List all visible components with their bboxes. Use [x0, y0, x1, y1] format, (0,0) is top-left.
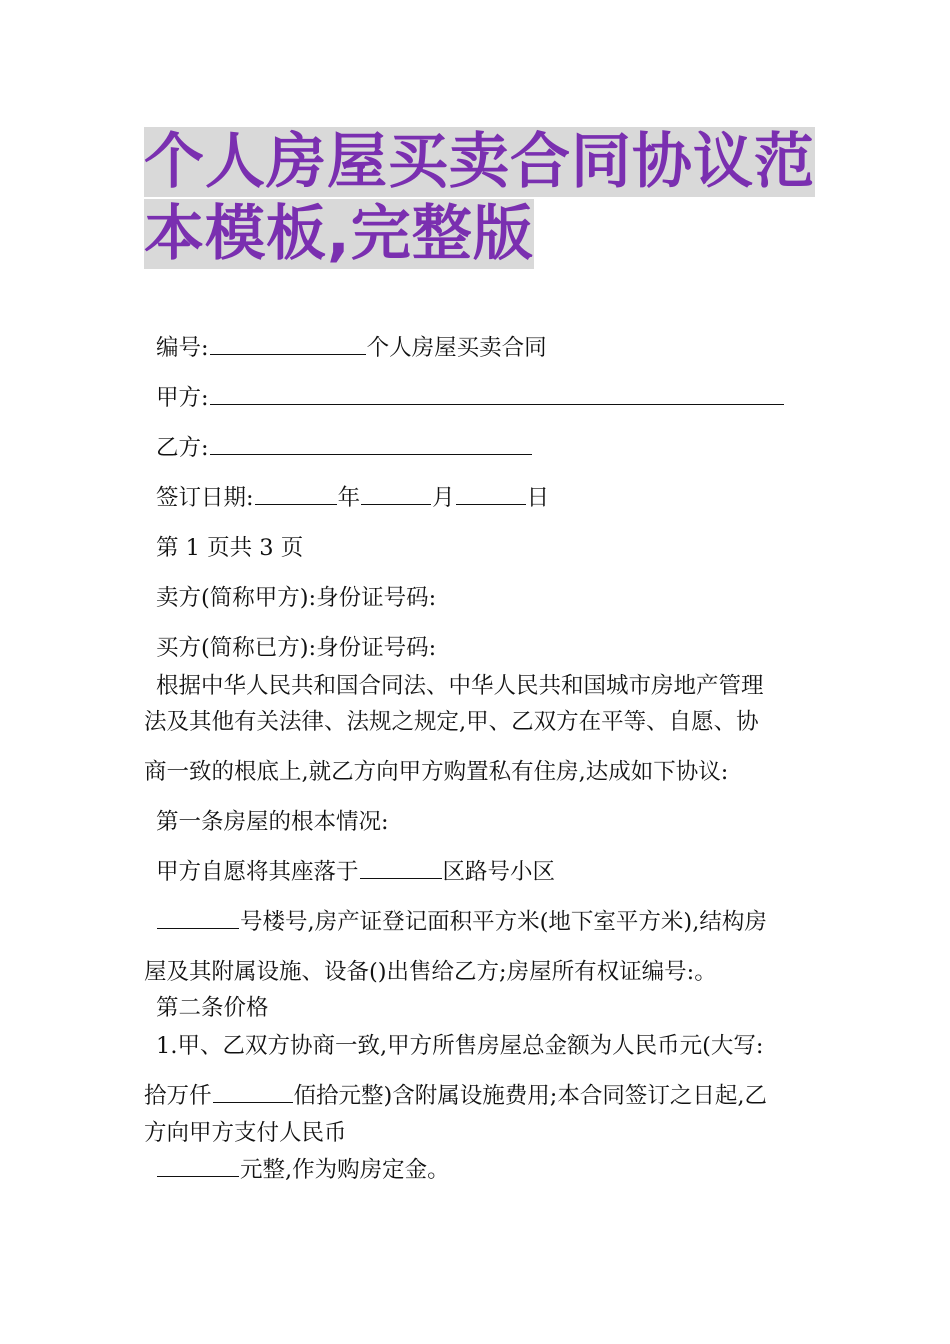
article-1-building-text: 号楼号,房产证登记面积平方米(地下室平方米),结构房 — [240, 909, 767, 935]
seller-line: 卖方(简称甲方):身份证号码: — [156, 585, 437, 611]
article-2-deposit-text: 元整,作为购房定金。 — [240, 1157, 450, 1183]
paragraph-1-line-3: 商一致的根底上,就乙方向甲方购置私有住房,达成如下协议: — [144, 759, 729, 785]
article-1-line-1 — [156, 857, 555, 887]
party-b-blank — [210, 434, 532, 455]
day-blank — [456, 484, 526, 505]
page-info: 第 1 页共 3 页 — [156, 535, 304, 561]
day-label: 日 — [526, 485, 550, 511]
paragraph-1-line-2: 法及其他有关法律、法规之规定,甲、乙双方在平等、自愿、协 — [144, 709, 759, 735]
article-2-line-2 — [144, 1081, 767, 1111]
amount-blank — [213, 1082, 293, 1103]
article-1-title: 第一条房屋的根本情况: — [156, 809, 389, 835]
year-blank — [255, 484, 337, 505]
party-a-line — [156, 383, 785, 413]
number-suffix: 个人房屋买卖合同 — [366, 335, 547, 361]
sign-date-label: 签订日期: — [156, 485, 254, 511]
article-2-amount-rest: 佰拾元整)含附属设施费用;本合同签订之日起,乙 — [293, 1083, 768, 1109]
month-label: 月 — [432, 485, 455, 511]
party-b-label: 乙方: — [156, 435, 209, 461]
article-1-line-2 — [156, 907, 767, 937]
article-1-line-3: 屋及其附属设施、设备()出售给乙方;房屋所有权证编号:。 — [144, 959, 717, 985]
article-2-line-1: 1.甲、乙双方协商一致,甲方所售房屋总金额为人民币元(大写: — [156, 1033, 764, 1059]
location-blank — [360, 858, 442, 879]
article-1-district-text: 区路号小区 — [442, 859, 556, 885]
building-blank — [157, 908, 239, 929]
article-1-location-text: 甲方自愿将其座落于 — [156, 859, 359, 885]
party-a-blank — [210, 384, 784, 405]
contract-number-line — [156, 333, 547, 363]
number-label: 编号: — [156, 335, 209, 361]
sign-date-line — [156, 483, 549, 513]
article-2-amount-text: 拾万仟 — [144, 1083, 212, 1109]
party-a-label: 甲方: — [156, 385, 209, 411]
party-b-line — [156, 433, 533, 463]
buyer-line: 买方(简称已方):身份证号码: — [156, 635, 437, 661]
year-label: 年 — [337, 485, 361, 511]
deposit-blank — [157, 1156, 239, 1177]
paragraph-1-line-1: 根据中华人民共和国合同法、中华人民共和国城市房地产管理 — [156, 673, 764, 699]
document-title: 个人房屋买卖合同协议范本模板,完整版 — [144, 127, 815, 269]
article-2-line-4 — [156, 1155, 450, 1185]
month-blank — [361, 484, 431, 505]
number-blank — [210, 334, 366, 355]
article-2-line-3: 方向甲方支付人民币 — [144, 1120, 347, 1146]
article-2-title: 第二条价格 — [156, 995, 269, 1021]
